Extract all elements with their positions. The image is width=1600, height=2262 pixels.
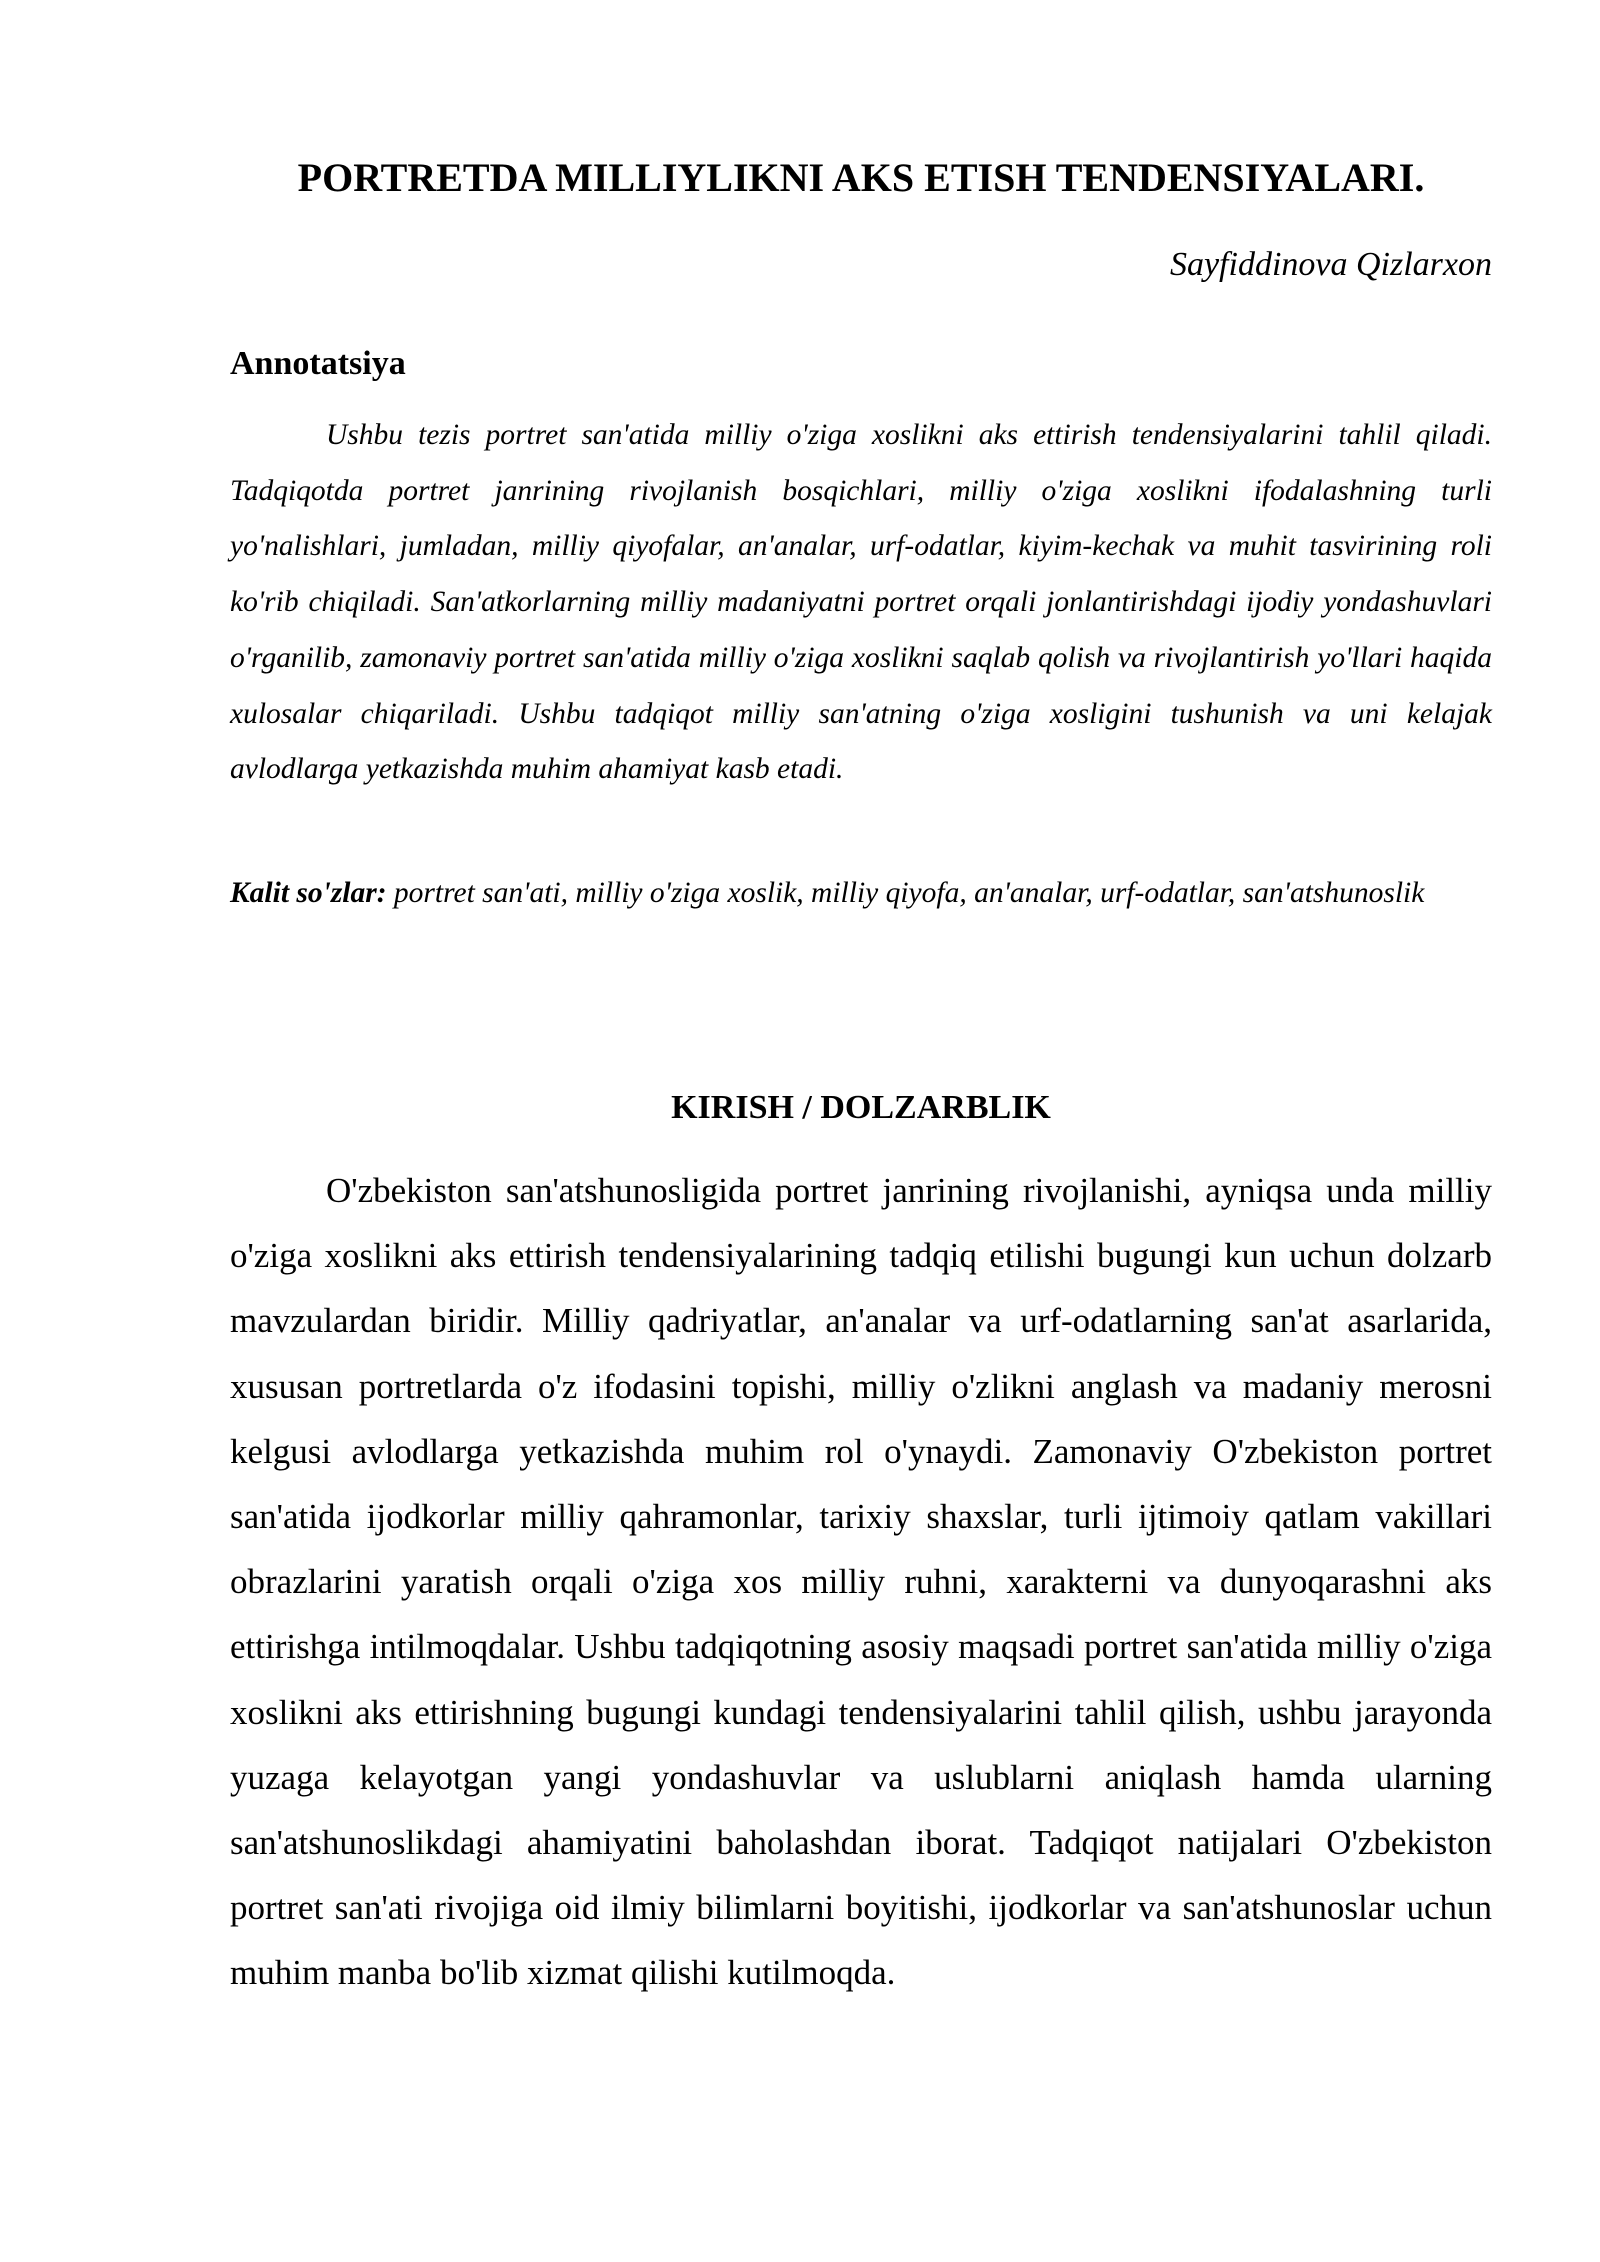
author-name: Sayfiddinova Qizlarxon (1169, 246, 1492, 283)
keywords-paragraph (230, 866, 1492, 922)
annotation-heading: Annotatsiya (230, 345, 406, 382)
abstract-paragraph: Ushbu tezis portret san'atida milliy o'ziga xoslikni aks ettirish tendensiyalarini tahlil qiladi. Tadqiqotda portret janrining rivojlanish bosqichlari, milliy o'ziga xoslikni ifodalashning turli yo'nalishlari, jumladan, milliy qiyofalar, an'analar, urf-odatlar, kiyim-kechak va muhit tasvirining roli ko'rib chiqiladi. San'atkorlarning milliy madaniyatni portret orqali jonlantirishdagi ijodiy yondashuvlari o'rganilib, zamonaviy portret san'atida milliy o'ziga xoslikni saqlab qolish va rivojlantirish yo'llari haqida xulosalar chiqariladi. Ushbu tadqiqot milliy san'atning o'ziga xosligini tushunish va uni kelajak avlodlarga yetkazishda muhim ahamiyat kasb etadi. (230, 419, 1492, 786)
section-heading: KIRISH / DOLZARBLIK (671, 1089, 1051, 1126)
keywords-list: portret san'ati, milliy o'ziga xoslik, milliy qiyofa, an'analar, urf-odatlar, san'atshunoslik (393, 877, 1425, 909)
intro-paragraph: O'zbekiston san'atshunosligida portret janrining rivojlanishi, ayniqsa unda milliy o'ziga xoslikni aks ettirish tendensiyalarining tadqiq etilishi bugungi kun uchun dolzarb mavzulardan biridir. Milliy qadriyatlar, an'analar va urf-odatlarning san'at asarlarida, xususan portretlarda o'z ifodasini topishi, milliy o'zlikni anglash va madaniy merosni kelgusi avlodlarga yetkazishda muhim rol o'ynaydi. Zamonaviy O'zbekiston portret san'atida ijodkorlar milliy qahramonlar, tarixiy shaxslar, turli ijtimoiy qatlam vakillari obrazlarini yaratish orqali o'ziga xos milliy ruhni, xarakterni va dunyoqarashni aks ettirishga intilmoqdalar. Ushbu tadqiqotning asosiy maqsadi portret san'atida milliy o'ziga xoslikni aks ettirishning bugungi kundagi tendensiyalarini tahlil qilish, ushbu jarayonda yuzaga kelayotgan yangi yondashuvlar va uslublarni aniqlash hamda ularning san'atshunoslikdagi ahamiyatini baholashdan iborat. Tadqiqot natijalari O'zbekiston portret san'ati rivojiga oid ilmiy bilimlarni boyitishi, ijodkorlar va san'atshunoslar uchun muhim manba bo'lib xizmat qilishi kutilmoqda. (230, 1171, 1492, 1993)
document-title: PORTRETDA MILLIYLIKNI AKS ETISH TENDENSIYALARI. (297, 155, 1425, 200)
keywords-label: Kalit so'zlar: (230, 877, 387, 909)
